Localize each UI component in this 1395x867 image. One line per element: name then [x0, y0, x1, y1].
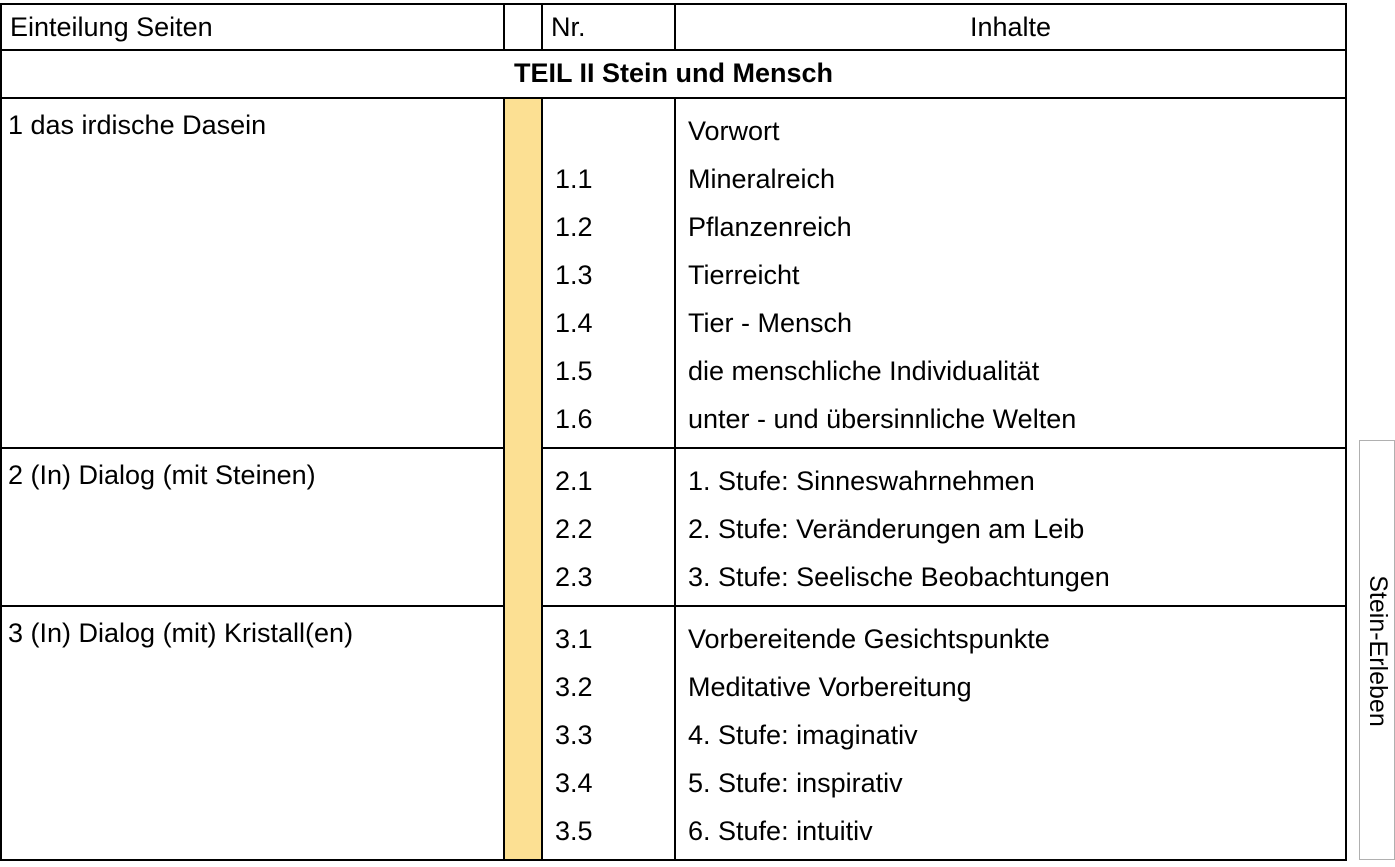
number-list [551, 615, 670, 855]
number-list [551, 457, 670, 601]
section-title-cell [1, 606, 504, 860]
list-item: Vorwort [688, 116, 780, 146]
list-item: Tier - Mensch [688, 308, 853, 338]
header-label-nr: Nr. [551, 12, 586, 42]
table-row [1, 448, 1346, 606]
spacer-cell [504, 606, 542, 860]
content-list-wrap [676, 449, 1345, 605]
section-numbers-cell [542, 98, 675, 448]
list-item: Mineralreich [688, 164, 836, 194]
list-item: die menschliche Individualität [688, 356, 1040, 386]
side-tab[interactable] [1359, 440, 1395, 860]
list-item: 2. Stufe: Veränderungen am Leib [688, 514, 1085, 544]
spacer-cell [504, 98, 542, 448]
list-item: 3. Stufe: Seelische Beobachtungen [688, 562, 1110, 592]
number-list-wrap [543, 607, 674, 859]
number-list-wrap [543, 99, 674, 447]
list-item: 1.4 [555, 308, 593, 338]
list-item: 1.1 [555, 164, 593, 194]
part-banner-label: TEIL II Stein und Mensch [513, 58, 834, 88]
list-item: 1.2 [555, 212, 593, 242]
table-row [1, 606, 1346, 860]
section-title-cell [1, 98, 504, 448]
section-numbers-cell [542, 606, 675, 860]
list-item: 6. Stufe: intuitiv [688, 816, 873, 846]
list-item: Pflanzenreich [688, 212, 852, 242]
table-of-contents [0, 3, 1347, 861]
list-item: 5. Stufe: inspirativ [688, 768, 903, 798]
list-item: 4. Stufe: imaginativ [688, 720, 918, 750]
section-title: 1 das irdische Dasein [8, 110, 267, 140]
part-banner-cell [1, 50, 1346, 98]
list-item: Tierreicht [688, 260, 800, 290]
table-row [1, 98, 1346, 448]
part-banner-row [1, 50, 1346, 98]
list-item: 1. Stufe: Sinneswahrnehmen [688, 466, 1035, 496]
list-item: Meditative Vorbereitung [688, 672, 972, 702]
list-item: 3.1 [555, 624, 593, 654]
content-list [684, 107, 1341, 443]
list-item: 3.5 [555, 816, 593, 846]
list-item: 3.3 [555, 720, 593, 750]
list-item: 2.1 [555, 466, 593, 496]
header-cell-einteilung [1, 4, 504, 50]
list-item [551, 107, 670, 155]
header-label-einteilung: Einteilung Seiten [10, 12, 213, 42]
list-item: 1.3 [555, 260, 593, 290]
section-numbers-cell [542, 448, 675, 606]
section-contents-cell [675, 448, 1346, 606]
number-list [551, 107, 670, 443]
section-contents-cell [675, 606, 1346, 860]
content-list-wrap [676, 607, 1345, 859]
table-header-row [1, 4, 1346, 50]
header-cell-blank [504, 4, 542, 50]
list-item: 3.2 [555, 672, 593, 702]
content-list [684, 615, 1341, 855]
list-item: 1.6 [555, 404, 593, 434]
header-label-inhalte: Inhalte [969, 12, 1052, 42]
content-list [684, 457, 1341, 601]
header-cell-inhalte [675, 4, 1346, 50]
spacer-cell [504, 448, 542, 606]
section-title: 2 (In) Dialog (mit Steinen) [8, 460, 316, 490]
header-label-blank [505, 5, 541, 13]
list-item: 1.5 [555, 356, 593, 386]
list-item: unter - und übersinnliche Welten [688, 404, 1077, 434]
list-item: 2.2 [555, 514, 593, 544]
side-tab-label: Stein-Erleben [1364, 575, 1392, 727]
section-title: 3 (In) Dialog (mit) Kristall(en) [8, 618, 354, 648]
list-item: 2.3 [555, 562, 593, 592]
section-title-cell [1, 448, 504, 606]
section-contents-cell [675, 98, 1346, 448]
header-cell-nr [542, 4, 675, 50]
content-list-wrap [676, 99, 1345, 447]
number-list-wrap [543, 449, 674, 605]
list-item: Vorbereitende Gesichtspunkte [688, 624, 1050, 654]
list-item: 3.4 [555, 768, 593, 798]
